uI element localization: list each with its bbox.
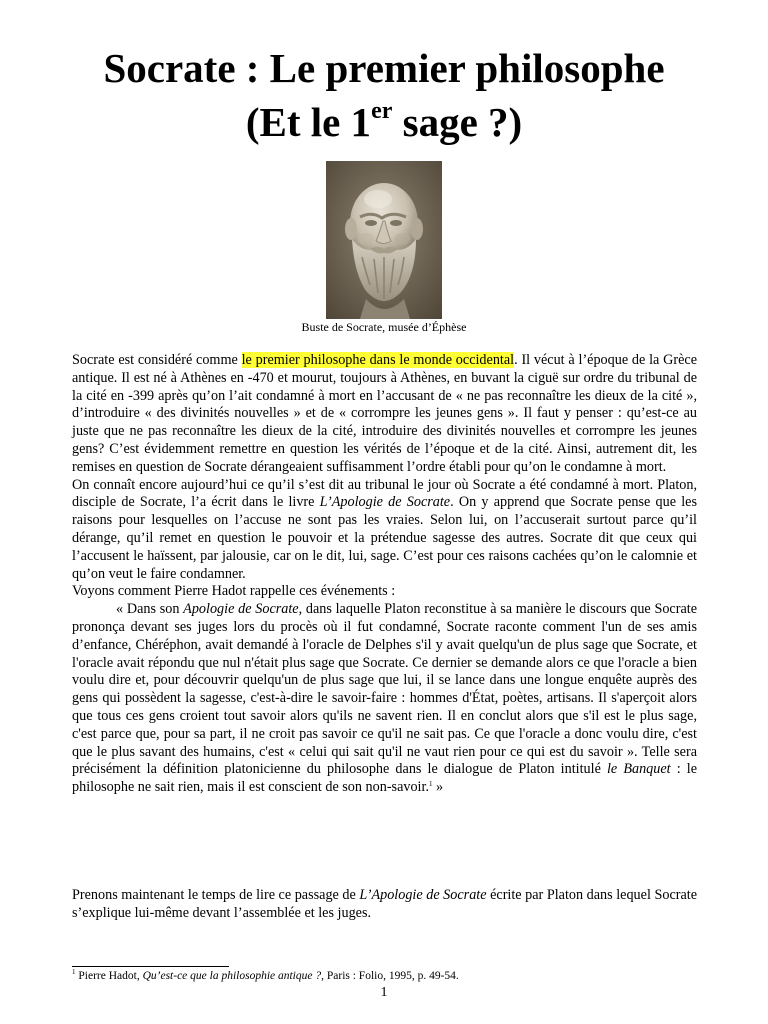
paragraph-apologie (72, 887, 697, 923)
image-caption: Buste de Socrate, musée d’Éphèse (301, 320, 467, 334)
paragraph-text: Prenons maintenant le temps de lire ce passage de (72, 887, 360, 903)
paragraph-text: écrite par Platon dans lequel Socrate s’explique lui-même devant l’assemblée et les juges. (72, 887, 697, 921)
subtitle-superscript: er (371, 98, 393, 124)
footnote-number: 1 (72, 968, 76, 976)
book-title: L’Apologie de Socrate (359, 887, 487, 903)
socrates-bust-image (326, 161, 442, 319)
quote-block (72, 601, 697, 797)
paragraph-text: On connaît encore aujourd’hui ce qu’il s’est dit au tribunal le jour où Socrate a été condamné à mort. Platon, disciple de Socrate, l’a écrit dans le livre (72, 476, 697, 511)
quote-text: « Dans son (116, 601, 184, 618)
footnote-book-title: Qu’est-ce que la philosophie antique ? (142, 970, 322, 982)
subtitle-text-end: sage ?) (392, 99, 523, 145)
page-number: 1 (380, 985, 388, 1000)
closing-text (72, 887, 697, 923)
highlighted-text: le premier philosophe dans le monde occidental (241, 352, 515, 368)
paragraph-text: Socrate est considéré comme (72, 352, 242, 368)
subtitle-text: (Et le 1 (245, 99, 372, 145)
footnote-text: , Paris : Folio, 1995, p. 49-54. (321, 970, 459, 982)
paragraph-intro (72, 352, 697, 477)
quote-text: » (432, 779, 444, 796)
paragraph-hadot-intro: Voyons comment Pierre Hadot rappelle ces événements : (72, 583, 396, 600)
footnote-text: Pierre Hadot, (75, 970, 143, 982)
paragraph-text: . On y apprend que Socrate pense que les raisons pour lesquelles on l’accuse ne sont pas les vraies. Selon lui, on l’accuserait surtout parce qu’il dérange, qu’il remet en question le pouvoir et la prétendue sagesse des autres. Socrate dit que ceux qui l’accusent le haïssent, par jalousie, car on le dit, lui, sage. C’est pour ces raisons cachées qu’on le calomnie et qu’on veut le faire condamner. (72, 494, 697, 582)
book-title: Apologie de Socrate (183, 601, 299, 618)
footnote (72, 969, 459, 984)
quote-text: , dans laquelle Platon reconstitue à sa manière le discours que Socrate prononça devant ses juges lors du procès où il fut condamné, Socrate raconte comment l'un de ses amis d’enfance, Chéréphon, avait demandé à l'oracle de Delphes s'il y avait quelqu'un de plus sage que Socrate, et l'oracle avait répondu que nul n'était plus sage que Socrate. Ce dernier se demande alors ce que l'oracle a bien voulu dire et, pour découvrir quelqu'un de plus sage que lui, il se lance dans une longue enquête auprès des gens qui possèdent la sagesse, c'est-à-dire le savoir-faire : hommes d'État, poètes, artisans. Il s'aperçoit alors que tous ces gens croient tout savoir alors qu'ils ne savent rien. Il en conclut alors que s'il est le plus sage, c'est parce que, pour sa part, il ne croit pas savoir ce qu'il ne sait pas. Ce que l'oracle a donc voulu dire, c'est que le plus savant des humains, c'est « celui qui sait qu'il ne vaut rien pour ce qui est du savoir ». Telle sera précisément la définition platonicienne du philosophe dans le dialogue de Platon intitulé (72, 601, 697, 778)
book-title: le Banquet (606, 761, 671, 778)
page-title: Socrate : Le premier philosophe (103, 45, 665, 91)
page-subtitle (0, 96, 768, 148)
book-title: L’Apologie de Socrate (319, 494, 451, 511)
main-text (72, 352, 697, 797)
footnote-reference[interactable]: 1 (429, 780, 433, 789)
footnote-separator (72, 966, 229, 967)
paragraph-text: . Il vécut à l’époque de la Grèce antique. Il est né à Athènes en -470 et mourut, toujours à Athènes, en buvant la ciguë sur ordre du tribunal de la cité en -399 après qu’on l’ait condamné à mort en l’accusant de « ne pas reconnaître les dieux de la cité », d’introduire « des divinités nouvelles » et de « corrompre les jeunes gens ». Il faut y penser : qu’est-ce au juste que ne pas reconnaître les dieux de la cité, introduire des divinités nouvelles et corrompre les jeunes gens? C’est évidemment remettre en question les vérités de l’époque et de la cité. Ainsi, autrement dit, les remises en question de Socrate dérangeaient suffisamment l’ordre établi pour qu’on le condamne à mort. (72, 352, 697, 475)
quote-text: : le philosophe ne sait rien, mais il est conscient de son non-savoir. (72, 761, 697, 796)
paragraph-tribunal (72, 477, 697, 584)
